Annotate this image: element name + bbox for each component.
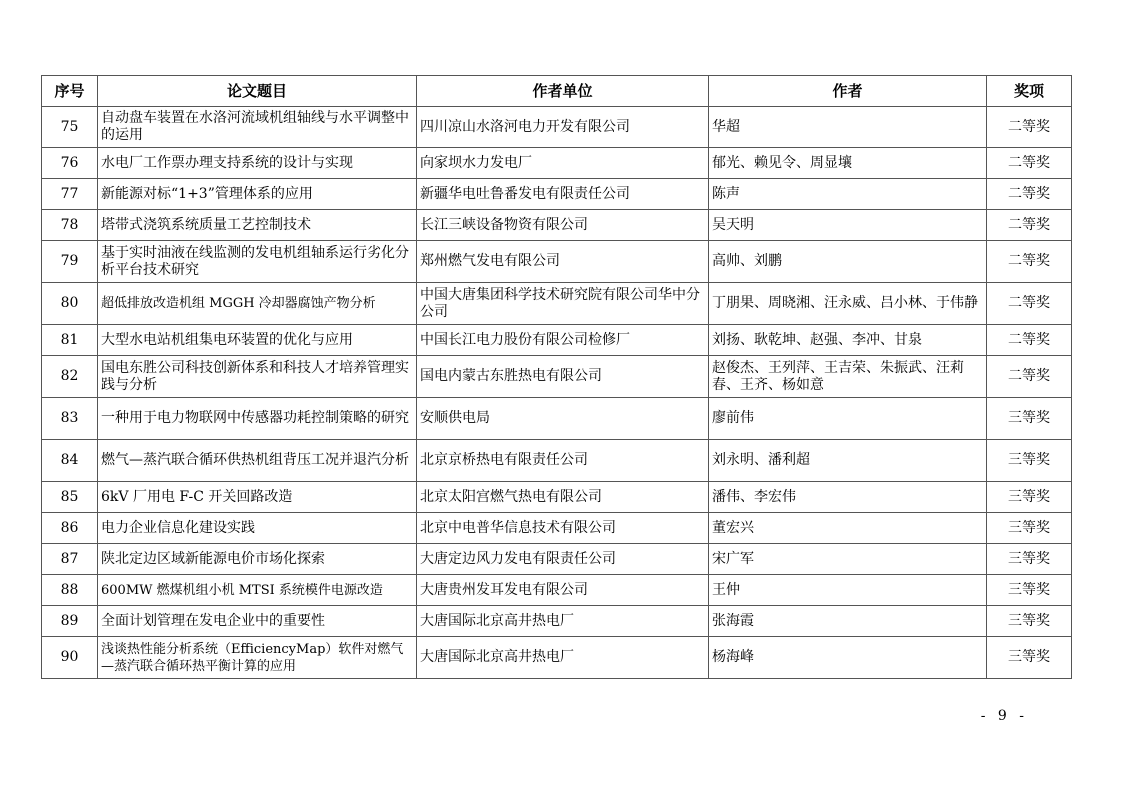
table-row	[42, 398, 1072, 440]
paper-title: 全面计划管理在发电企业中的重要性	[98, 606, 417, 637]
paper-title: 大型水电站机组集电环装置的优化与应用	[98, 325, 417, 356]
table-row	[42, 544, 1072, 575]
author-unit: 大唐贵州发耳发电有限公司	[417, 575, 709, 606]
header-title: 论文题目	[98, 76, 417, 107]
paper-title: 基于实时油液在线监测的发电机组轴系运行劣化分析平台技术研究	[98, 241, 417, 283]
award: 二等奖	[987, 210, 1072, 241]
authors: 郁光、赖见令、周显壤	[709, 148, 987, 179]
row-number: 84	[42, 440, 98, 482]
authors: 吴天明	[709, 210, 987, 241]
award: 二等奖	[987, 107, 1072, 148]
author-unit: 大唐国际北京高井热电厂	[417, 637, 709, 679]
row-number: 79	[42, 241, 98, 283]
award: 三等奖	[987, 482, 1072, 513]
award: 三等奖	[987, 544, 1072, 575]
paper-title: 自动盘车装置在水洛河流域机组轴线与水平调整中的运用	[98, 107, 417, 148]
author-unit: 北京中电普华信息技术有限公司	[417, 513, 709, 544]
row-number: 83	[42, 398, 98, 440]
award: 三等奖	[987, 575, 1072, 606]
row-number: 80	[42, 283, 98, 325]
table-row	[42, 575, 1072, 606]
paper-title: 燃气—蒸汽联合循环供热机组背压工况并退汽分析	[98, 440, 417, 482]
author-unit: 中国长江电力股份有限公司检修厂	[417, 325, 709, 356]
paper-title: 超低排放改造机组 MGGH 冷却器腐蚀产物分析	[98, 283, 417, 325]
header-award: 奖项	[987, 76, 1072, 107]
row-number: 88	[42, 575, 98, 606]
table-row	[42, 637, 1072, 679]
author-unit: 安顺供电局	[417, 398, 709, 440]
header-unit: 作者单位	[417, 76, 709, 107]
table-row	[42, 482, 1072, 513]
paper-title: 新能源对标“1+3”管理体系的应用	[98, 179, 417, 210]
authors: 刘扬、耿乾坤、赵强、李冲、甘泉	[709, 325, 987, 356]
authors: 陈声	[709, 179, 987, 210]
paper-title: 塔带式浇筑系统质量工艺控制技术	[98, 210, 417, 241]
row-number: 85	[42, 482, 98, 513]
table-row	[42, 513, 1072, 544]
author-unit: 郑州燃气发电有限公司	[417, 241, 709, 283]
table-row	[42, 440, 1072, 482]
author-unit: 大唐定边风力发电有限责任公司	[417, 544, 709, 575]
award: 二等奖	[987, 241, 1072, 283]
table-row	[42, 148, 1072, 179]
award: 二等奖	[987, 179, 1072, 210]
award: 二等奖	[987, 356, 1072, 398]
award: 三等奖	[987, 513, 1072, 544]
paper-title: 电力企业信息化建设实践	[98, 513, 417, 544]
table-row	[42, 356, 1072, 398]
row-number: 76	[42, 148, 98, 179]
authors: 廖前伟	[709, 398, 987, 440]
header-no: 序号	[42, 76, 98, 107]
row-number: 77	[42, 179, 98, 210]
award: 三等奖	[987, 606, 1072, 637]
award: 二等奖	[987, 283, 1072, 325]
page-number: - 9 -	[980, 708, 1028, 724]
authors: 刘永明、潘利超	[709, 440, 987, 482]
table-row	[42, 210, 1072, 241]
award-table	[41, 75, 1072, 679]
author-unit: 长江三峡设备物资有限公司	[417, 210, 709, 241]
table-row	[42, 283, 1072, 325]
authors: 丁朋果、周晓湘、汪永威、吕小林、于伟静	[709, 283, 987, 325]
row-number: 89	[42, 606, 98, 637]
award: 二等奖	[987, 148, 1072, 179]
authors: 张海霞	[709, 606, 987, 637]
authors: 华超	[709, 107, 987, 148]
header-authors: 作者	[709, 76, 987, 107]
author-unit: 四川凉山水洛河电力开发有限公司	[417, 107, 709, 148]
authors: 高帅、刘鹏	[709, 241, 987, 283]
table-header-row	[42, 76, 1072, 107]
author-unit: 中国大唐集团科学技术研究院有限公司华中分公司	[417, 283, 709, 325]
author-unit: 向家坝水力发电厂	[417, 148, 709, 179]
author-unit: 国电内蒙古东胜热电有限公司	[417, 356, 709, 398]
paper-title: 国电东胜公司科技创新体系和科技人才培养管理实践与分析	[98, 356, 417, 398]
author-unit: 北京太阳宫燃气热电有限公司	[417, 482, 709, 513]
authors: 赵俊杰、王列萍、王吉荣、朱振武、汪莉春、王齐、杨如意	[709, 356, 987, 398]
row-number: 82	[42, 356, 98, 398]
authors: 董宏兴	[709, 513, 987, 544]
table-row	[42, 179, 1072, 210]
table-row	[42, 107, 1072, 148]
author-unit: 新疆华电吐鲁番发电有限责任公司	[417, 179, 709, 210]
award: 二等奖	[987, 325, 1072, 356]
author-unit: 大唐国际北京高井热电厂	[417, 606, 709, 637]
award: 三等奖	[987, 398, 1072, 440]
row-number: 78	[42, 210, 98, 241]
row-number: 75	[42, 107, 98, 148]
table-row	[42, 325, 1072, 356]
row-number: 86	[42, 513, 98, 544]
paper-title: 陕北定边区域新能源电价市场化探索	[98, 544, 417, 575]
authors: 王仲	[709, 575, 987, 606]
author-unit: 北京京桥热电有限责任公司	[417, 440, 709, 482]
paper-title: 一种用于电力物联网中传感器功耗控制策略的研究	[98, 398, 417, 440]
award: 三等奖	[987, 440, 1072, 482]
paper-title: 6kV 厂用电 F-C 开关回路改造	[98, 482, 417, 513]
row-number: 87	[42, 544, 98, 575]
authors: 潘伟、李宏伟	[709, 482, 987, 513]
authors: 宋广军	[709, 544, 987, 575]
table-row	[42, 241, 1072, 283]
paper-title: 浅谈热性能分析系统（EfficiencyMap）软件对燃气—蒸汽联合循环热平衡计算的应用	[98, 637, 417, 679]
paper-title: 水电厂工作票办理支持系统的设计与实现	[98, 148, 417, 179]
authors: 杨海峰	[709, 637, 987, 679]
award: 三等奖	[987, 637, 1072, 679]
row-number: 81	[42, 325, 98, 356]
row-number: 90	[42, 637, 98, 679]
table-row	[42, 606, 1072, 637]
paper-title: 600MW 燃煤机组小机 MTSI 系统模件电源改造	[98, 575, 417, 606]
